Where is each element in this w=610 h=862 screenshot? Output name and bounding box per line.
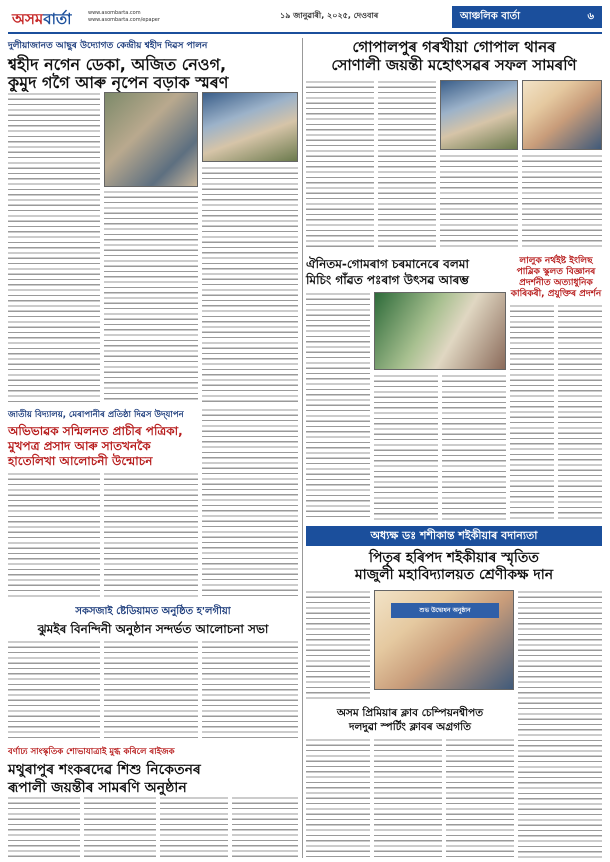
story-headline-line2: ৰূপালী জয়ন্তীৰ সামৰণি অনুষ্ঠান xyxy=(8,780,187,796)
story-headline: শ্বহীদ নগেন ডেকা, অজিত নেওগ, xyxy=(8,55,227,74)
story-gopalpur xyxy=(306,38,602,74)
story-headline: মথুৰাপুৰ শংকৰদেৱ শিশু নিকেতনৰ xyxy=(8,762,201,778)
column-divider xyxy=(302,38,303,858)
story-headline: ঝুমইৰ বিনন্দিনী অনুষ্ঠান সন্দৰ্ভত আলোচনা সভা xyxy=(37,622,269,636)
story-headline-line3: প্ৰদৰ্শনীত অত্যাধুনিক xyxy=(519,278,593,288)
story-body-text xyxy=(374,738,442,858)
story-body-text xyxy=(8,640,100,740)
story-photo xyxy=(104,92,198,187)
story-headline-line2: কুমুদ গগৈ আৰু নৃপেন বড়াক স্মৰণ xyxy=(8,73,229,92)
story-body-text xyxy=(202,166,298,402)
story-body-text xyxy=(8,472,100,600)
story-jatiya-vidyalaya xyxy=(8,408,198,469)
story-banner: অধ্যক্ষ ডঃ শশীকান্ত শইকীয়াৰ বদান্যতা xyxy=(306,526,602,546)
section-name: আঞ্চলিক বাৰ্তা xyxy=(460,10,521,22)
story-headline-line2: মিচিং গাঁৱত পঃৰাগ উৎসৱ আৰম্ভ xyxy=(306,273,469,287)
story-body-text xyxy=(202,640,298,740)
story-photo xyxy=(440,80,518,150)
story-headline: ঐনিতম-গোমৰাগ চৰমানেৰে বলমা xyxy=(306,257,469,271)
story-body-text xyxy=(374,374,438,520)
story-headline: গোপালপুৰ গৰখীয়া গোপাল থানৰ xyxy=(352,38,556,56)
masthead xyxy=(8,4,602,34)
story-headline-line2: দলদুৱা স্পৰ্টিং ক্লাবৰ অগ্ৰগতি xyxy=(348,721,472,733)
story-apc-championship xyxy=(306,706,514,734)
story-body-text xyxy=(518,590,602,858)
story-body-text xyxy=(306,590,370,700)
issue-date: ১৯ জানুৱাৰী, ২০২৫, দেওবাৰ xyxy=(280,11,379,20)
story-kicker: সকসজাই ষ্টেডিয়ামত অনুষ্ঠিত হ'লগীয়া xyxy=(75,606,231,617)
story-shahid-diwas xyxy=(8,38,298,92)
story-headline: অভিভাৱক সন্মিলনত প্ৰাচীৰ পত্ৰিকা, xyxy=(8,424,183,438)
story-mathurapur xyxy=(8,745,298,797)
story-body-text xyxy=(306,80,374,250)
story-headline: অসম প্ৰিমিয়াৰ ক্লাব চেম্পিয়নশ্বীপত xyxy=(336,707,484,719)
story-headline: লালুক নৰ্থইষ্ট ইংলিছ xyxy=(519,256,593,266)
story-photo xyxy=(202,92,298,162)
story-lakuk-school xyxy=(510,256,602,300)
story-kicker: জাতীয় বিদ্যালয়, মেৰাপানীৰ প্ৰতিষ্ঠা দিৱস উদ্‌যাপন xyxy=(8,410,184,420)
story-body-text xyxy=(84,796,156,858)
story-body-text xyxy=(232,796,298,858)
story-kicker: বৰ্ণাঢ্য সাংস্কৃতিক শোভাযাত্ৰাই মুগ্ধ কৰিলে ৰাইজক xyxy=(8,747,175,757)
story-body-text xyxy=(306,292,370,520)
story-body-text xyxy=(8,92,100,402)
story-body-text xyxy=(8,796,80,858)
story-body-text xyxy=(202,408,298,600)
story-body-text xyxy=(442,374,506,520)
page-number: ৬ xyxy=(587,10,594,22)
story-headline-line2: মুখপত্ৰ প্ৰসাদ আৰু সাতখনকৈ xyxy=(8,439,151,453)
story-body-text xyxy=(104,472,198,600)
story-body-text xyxy=(558,304,602,520)
stage-sign: শুভ উদ্বোধন অনুষ্ঠান xyxy=(391,603,499,618)
newspaper-logo: অসমবার্তা xyxy=(12,10,72,28)
story-body-text xyxy=(306,738,370,858)
story-body-text xyxy=(522,154,602,250)
story-body-text xyxy=(446,738,514,858)
story-porag xyxy=(306,256,506,288)
story-photo xyxy=(374,292,506,370)
story-body-text xyxy=(160,796,228,858)
story-photo xyxy=(374,590,514,690)
story-body-text xyxy=(440,154,518,250)
story-headline: পিতৃৰ হৰিপদ শইকীয়াৰ স্মৃতিত xyxy=(369,550,539,566)
story-headline-line3: হাতেলিখা আলোচনী উন্মোচন xyxy=(8,454,153,468)
story-headline-line4: কাৰিকৰী, প্ৰযুক্তিৰ প্ৰদৰ্শন xyxy=(510,289,602,299)
story-body-text xyxy=(104,640,198,740)
story-kicker: দুলীয়াজানত আছুৰ উদ্যোগত কেন্দ্ৰীয় শ্বহীদ দিৱস পালন xyxy=(8,41,208,51)
story-body-text xyxy=(104,190,198,402)
story-photo xyxy=(522,80,602,150)
section-tab xyxy=(452,6,602,28)
website-address: www.asombarta.com www.asombarta.com/epaper xyxy=(88,10,160,23)
story-headline-line2: পাব্লিক স্কুলত বিজ্ঞানৰ xyxy=(516,267,596,277)
story-jhumoir xyxy=(8,604,298,637)
story-body-text xyxy=(378,80,436,250)
story-majuli-college xyxy=(306,550,602,584)
story-headline-line2: মাজুলী মহাবিদ্যালয়ত শ্ৰেণীকক্ষ দান xyxy=(354,567,554,583)
story-body-text xyxy=(510,304,554,520)
story-headline-line2: সোণালী জয়ন্তী মহোৎসৱৰ সফল সামৰণি xyxy=(331,56,577,74)
